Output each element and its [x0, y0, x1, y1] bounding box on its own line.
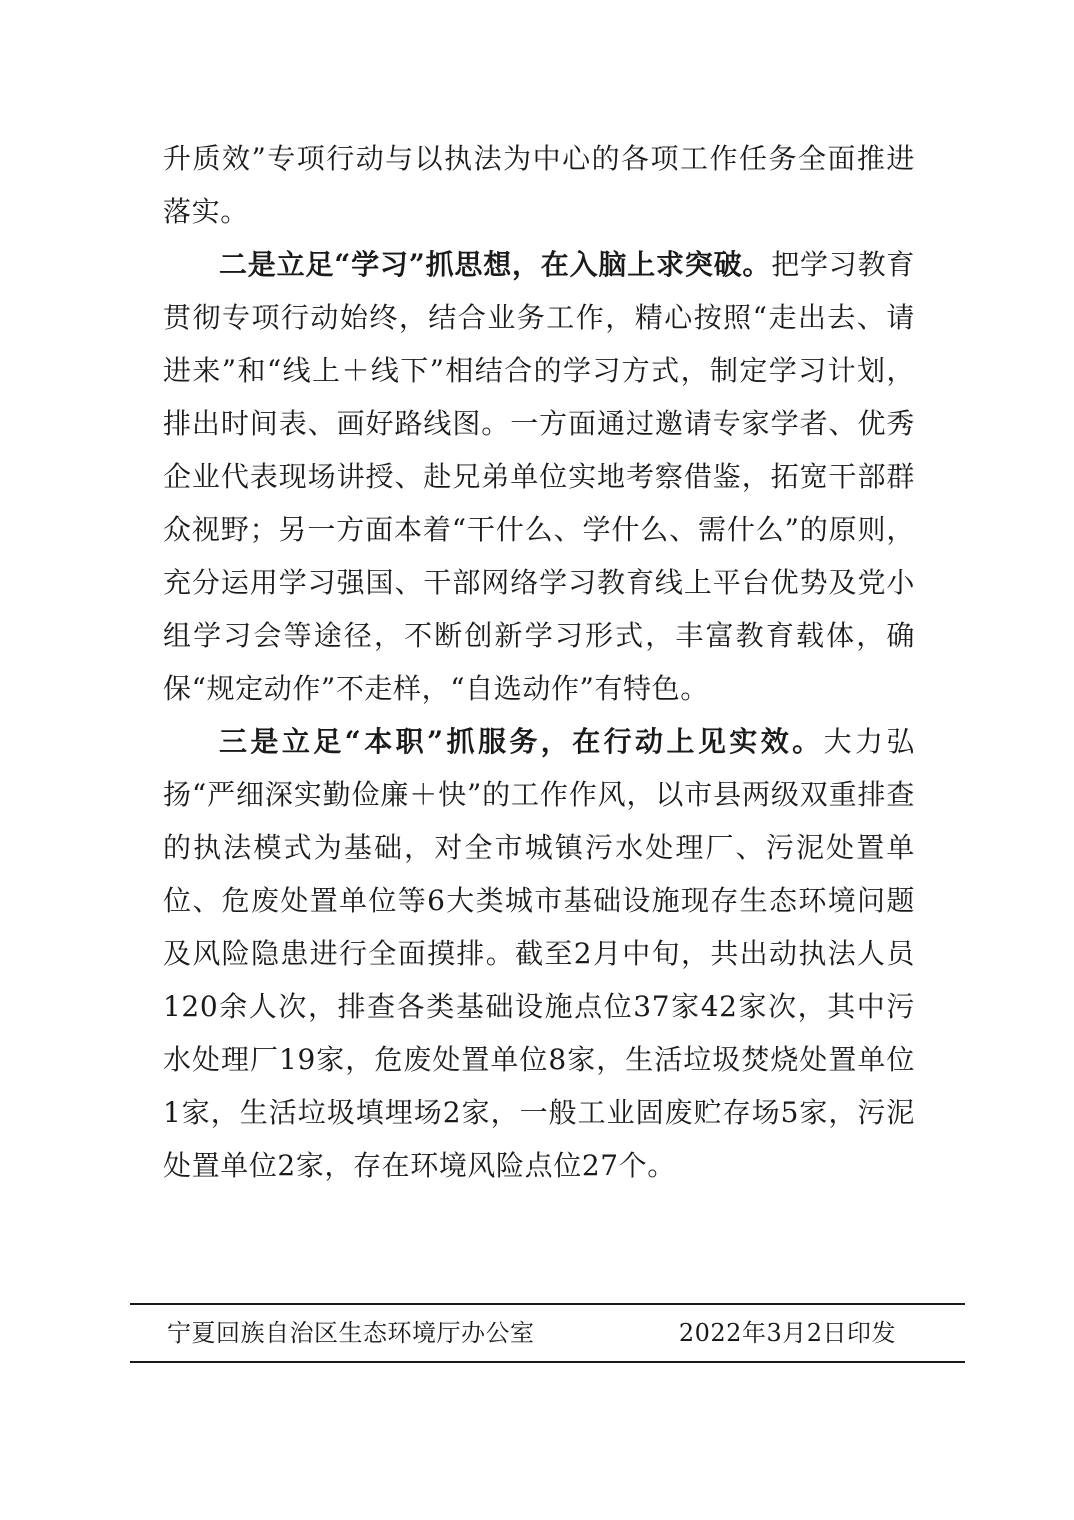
- footer-top-rule: [130, 1303, 965, 1305]
- paragraph-lead-heading: 二是立足“学习”抓思想，在入脑上求突破。: [219, 248, 772, 281]
- paragraph-lead-heading: 三是立足“本职”抓服务，在行动上见实效。: [219, 725, 824, 758]
- footer-organization: 宁夏回族自治区生态环境厅办公室: [167, 1319, 535, 1347]
- paragraph-text: 大力弘扬“严细深实勤俭廉＋快”的工作作风，以市县两级双重排查的执法模式为基础，对全市城镇污水处理厂、污泥处置单位、危废处置单位等6大类城市基础设施现存生态环境问题及风险隐患进行全面摸排。截至2月中旬，共出动执法人员120余人次，排查各类基础设施点位37家42家次，其中污水处理厂19家，危废处置单位8家，生活垃圾焚烧处置单位1家，生活垃圾填埋场2家，一般工业固废贮存场5家，污泥处置单位2家，存在环境风险点位27个。: [163, 725, 915, 1182]
- paragraph-text: 升质效”专项行动与以执法为中心的各项工作任务全面推进落实。: [163, 142, 915, 228]
- footer-print-date: 2022年3月2日印发: [678, 1319, 896, 1347]
- document-body: [163, 132, 915, 1192]
- paragraph-study: [163, 238, 915, 715]
- paragraph-text: 把学习教育贯彻专项行动始终，结合业务工作，精心按照“走出去、请进来”和“线上＋线下”相结合的学习方式，制定学习计划，排出时间表、画好路线图。一方面通过邀请专家学者、优秀企业代表现场讲授、赴兄弟单位实地考察借鉴，拓宽干部群众视野；另一方面本着“干什么、学什么、需什么”的原则，充分运用学习强国、干部网络学习教育线上平台优势及党小组学习会等途径，不断创新学习形式，丰富教育载体，确保“规定动作”不走样，“自选动作”有特色。: [163, 248, 915, 705]
- paragraph-continuation: [163, 132, 915, 238]
- paragraph-service: [163, 715, 915, 1192]
- footer-bottom-rule: [130, 1361, 965, 1363]
